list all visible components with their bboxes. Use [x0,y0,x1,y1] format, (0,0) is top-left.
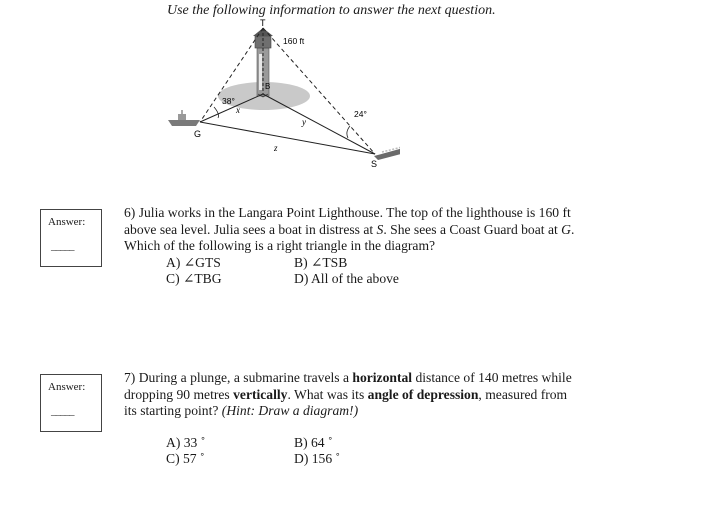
label-height: 160 ft [283,36,305,46]
question-7: 7) During a plunge, a submarine travels a horizontal distance of 140 metres while dropping 90 metres vertically. What was its angle of depression, measured from its starting point? (Hint: Draw a diagram!) [124,370,572,418]
lighthouse-diagram [160,14,400,174]
label-base: B [265,82,271,91]
label-angle-g: 38° [222,96,235,106]
choice-a[interactable]: A) ∠GTS [166,255,221,270]
label-x: x [236,105,240,115]
label-angle-s: 24° [354,109,367,119]
line-z [200,122,375,154]
line-y [263,94,375,154]
choice-b[interactable]: B) 64 ˚ [294,435,333,450]
choice-d[interactable]: D) 156 ˚ [294,451,341,466]
instruction-text: Use the following information to answer the next question. [167,3,496,18]
answer-box-q7[interactable] [40,374,102,432]
choice-d[interactable]: D) All of the above [294,271,399,286]
distress-boat-icon [374,144,400,160]
choices-q6 [166,255,399,287]
choices-q7 [166,435,340,467]
coast-guard-boat-icon [168,110,200,126]
lighthouse-lamp [255,36,271,48]
choice-b[interactable]: B) ∠TSB [294,255,348,270]
label-top: T [260,18,266,28]
label-guard: G [194,129,202,139]
answer-label: Answer: [48,216,86,228]
question-6: 6) Julia works in the Langara Point Lighthouse. The top of the lighthouse is 160 ft above sea level. Julia sees a boat in distress at S. She sees a Coast Guard boat at G. Which of the following is a right triangle in the diagram? [124,205,575,253]
choice-c[interactable]: C) ∠TBG [166,271,222,286]
label-z: z [274,143,278,153]
label-ship: S [371,159,378,169]
label-y: y [302,117,306,127]
choice-c[interactable]: C) 57 ˚ [166,451,205,466]
answer-blank[interactable]: _____ [51,240,74,252]
answer-blank[interactable]: _____ [51,405,74,417]
choice-a[interactable]: A) 33 ˚ [166,435,206,450]
answer-label: Answer: [48,381,86,393]
answer-box-q6[interactable] [40,209,102,267]
